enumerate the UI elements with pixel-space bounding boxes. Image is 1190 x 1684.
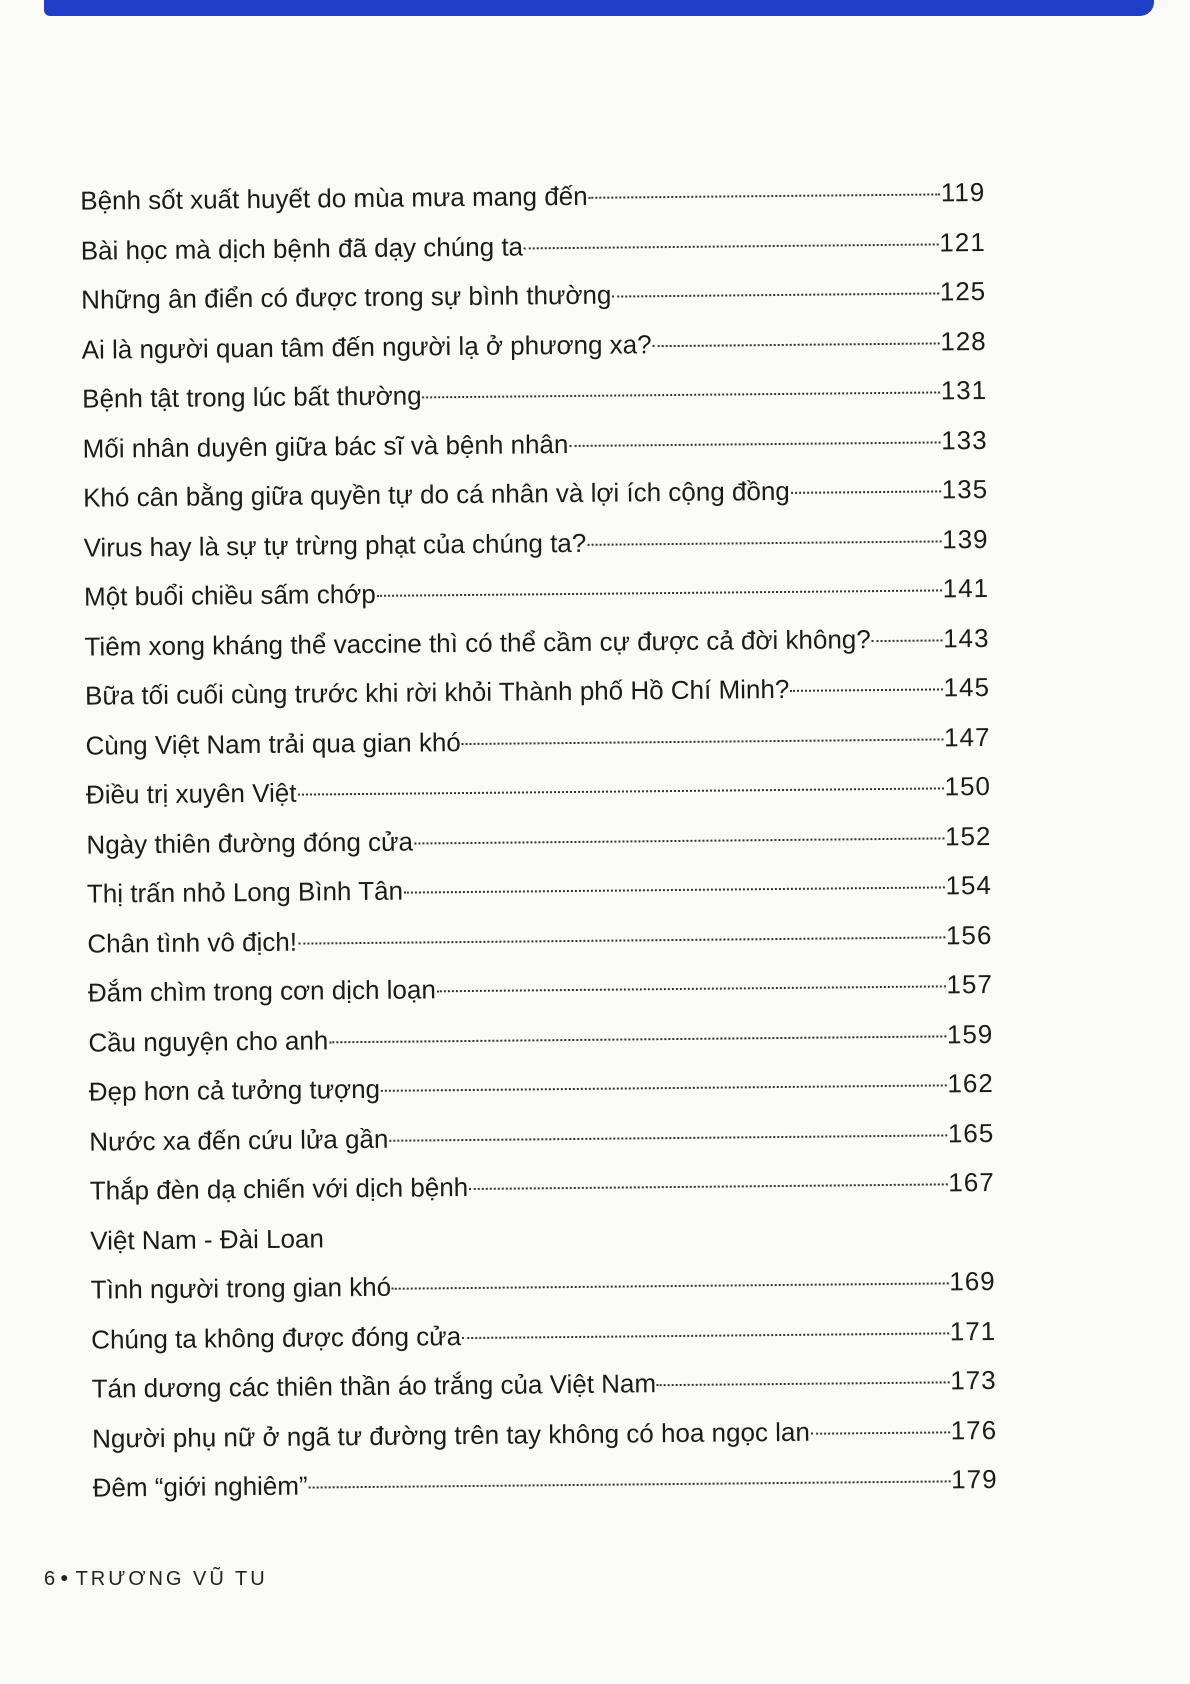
toc-entry-title: Ngày thiên đường đóng cửa (86, 826, 414, 860)
toc-entry (88, 1009, 993, 1067)
toc-entry-page: 173 (950, 1364, 997, 1396)
toc-entry-title: Bài học mà dịch bệnh đã dạy chúng ta (80, 230, 524, 266)
dot-leader (437, 985, 946, 992)
toc-entry-title: Nước xa đến cứu lửa gần (89, 1123, 389, 1157)
bullet-icon: ● (60, 1569, 72, 1585)
toc-entry (81, 267, 986, 325)
dot-leader (423, 391, 940, 398)
toc-entry-title: Tình người trong gian khó (90, 1271, 392, 1305)
author-name: TRƯƠNG VŨ TU (75, 1568, 268, 1590)
toc-entry (90, 1158, 995, 1216)
dot-leader (657, 1381, 949, 1386)
dot-leader (524, 243, 938, 249)
toc-entry-title: Bệnh tật trong lúc bất thường (82, 380, 422, 414)
toc-entry-title: Virus hay là sự tự trừng phạt của chúng ta? (83, 527, 587, 563)
toc-entry (92, 1405, 997, 1463)
toc-entry-title: Khó cân bằng giữa quyền tự do cá nhân và lợi ích cộng đồng (82, 475, 790, 513)
toc-entry-page: 147 (943, 721, 991, 752)
dot-leader (469, 1183, 947, 1190)
toc-entry (85, 712, 990, 770)
dot-leader (414, 837, 944, 844)
toc-entry-page: 150 (944, 770, 992, 802)
toc-entry-page: 131 (940, 374, 988, 406)
toc-entry (89, 1108, 994, 1166)
dot-leader (589, 193, 940, 198)
toc-entry-page: 165 (947, 1117, 995, 1148)
toc-entry-title: Việt Nam - Đài Loan (90, 1222, 325, 1256)
toc-entry-page: 125 (939, 275, 987, 307)
dot-leader (329, 1035, 946, 1043)
toc-entry-title: Đắm chìm trong cơn dịch loạn (87, 974, 436, 1008)
toc-entry-page: 139 (942, 523, 989, 554)
toc-entry-page: 133 (941, 424, 988, 455)
toc-entry-page: 159 (946, 1018, 994, 1049)
toc-entry-title: Thắp đèn dạ chiến với dịch bệnh (89, 1172, 469, 1206)
toc-entry-page: 167 (948, 1166, 995, 1198)
toc-entry-page: 135 (941, 473, 989, 505)
dot-leader (298, 936, 945, 944)
dot-leader (612, 292, 938, 297)
dot-leader (587, 540, 941, 545)
toc-entry-page: 179 (951, 1463, 998, 1495)
dot-leader (297, 787, 943, 795)
toc-entry (86, 762, 991, 820)
toc-entry (91, 1356, 996, 1414)
toc-entry-title: Thị trấn nhỏ Long Bình Tân (86, 875, 404, 909)
toc-entry-page: 154 (945, 869, 993, 901)
toc-entry-title: Chúng ta không được đóng cửa (91, 1320, 462, 1355)
toc-entry (90, 1257, 995, 1315)
page-footer (44, 1568, 268, 1591)
toc-entry-page: 176 (950, 1414, 998, 1445)
toc-entry-page: 162 (947, 1067, 994, 1099)
dot-leader (404, 886, 945, 893)
toc-entry (80, 168, 985, 226)
toc-entry (82, 366, 987, 424)
toc-entry-title: Chân tình vô địch! (87, 926, 298, 959)
toc-entry-page: 119 (940, 176, 986, 208)
toc-entry-title: Một buổi chiều sấm chớp (83, 578, 376, 612)
toc-entry (91, 1306, 996, 1364)
dot-leader (653, 342, 940, 347)
toc-entry (83, 514, 988, 572)
dot-leader (462, 738, 943, 745)
toc-entry-title: Ai là người quan tâm đến người lạ ở phương xa? (81, 328, 652, 365)
toc-entry-page: 128 (940, 325, 987, 356)
toc-entry-title: Điều trị xuyên Việt (85, 777, 297, 810)
dot-leader (811, 1431, 950, 1434)
toc-entry (84, 613, 989, 671)
toc-entry (81, 316, 986, 374)
toc-entry (83, 465, 988, 523)
dot-leader (377, 589, 942, 596)
toc-entry-page: 171 (949, 1315, 997, 1346)
dot-leader (389, 1134, 947, 1141)
toc-entry (86, 811, 991, 869)
toc-entry-title: Người phụ nữ ở ngã tư đường trên tay không có hoa ngọc lan (92, 1416, 811, 1454)
toc-entry-title: Những ân điển có được trong sự bình thường (81, 279, 612, 315)
toc-entry-page: 157 (946, 968, 993, 1000)
dot-leader (790, 688, 942, 691)
toc-entry (92, 1455, 997, 1513)
toc-entry-title: Đẹp hơn cả tưởng tượng (88, 1073, 381, 1107)
toc-entry (81, 217, 986, 275)
toc-entry-title: Cùng Việt Nam trải qua gian khó (85, 726, 461, 761)
toc-entry-title: Bệnh sốt xuất huyết do mùa mưa mang đến (80, 180, 588, 216)
toc-entry (82, 415, 987, 473)
toc-entry-page: 156 (945, 919, 993, 950)
toc-entry-title: Đêm “giới nghiêm” (92, 1470, 308, 1503)
dot-leader (392, 1282, 948, 1289)
toc-entry-title: Tán dương các thiên thần áo trắng của Việt Nam (91, 1368, 657, 1404)
page-number: 6 (44, 1568, 59, 1590)
toc-entry-page: 121 (939, 226, 986, 257)
dot-leader (462, 1332, 949, 1339)
toc-entry-title: Mối nhân duyên giữa bác sĩ và bệnh nhân (82, 428, 569, 464)
dot-leader (791, 490, 941, 493)
toc-entry-page: 141 (942, 572, 990, 604)
toc-entry-page: 143 (942, 622, 990, 653)
toc-entry (88, 960, 993, 1018)
toc-entry-title: Tiêm xong kháng thể vaccine thì có thể cầm cự được cả đời không? (84, 623, 871, 662)
dot-leader (381, 1084, 946, 1091)
toc-entry (84, 564, 989, 622)
toc-entry (85, 663, 990, 721)
toc-entry-page: 145 (943, 671, 991, 703)
toc-entry-title: Bữa tối cuối cùng trước khi rời khỏi Thành phố Hồ Chí Minh? (84, 673, 790, 711)
top-edge-band (44, 0, 1154, 16)
toc-entry-page: 169 (949, 1265, 996, 1297)
toc-entry (87, 861, 992, 919)
dot-leader (309, 1480, 951, 1488)
table-of-contents (80, 168, 998, 1513)
dot-leader (872, 639, 942, 642)
dot-leader (569, 441, 940, 447)
toc-entry (87, 910, 992, 968)
toc-entry (90, 1207, 995, 1265)
toc-entry (89, 1059, 994, 1117)
toc-entry-page: 152 (944, 820, 992, 851)
toc-entry-title: Cầu nguyện cho anh (88, 1024, 329, 1058)
